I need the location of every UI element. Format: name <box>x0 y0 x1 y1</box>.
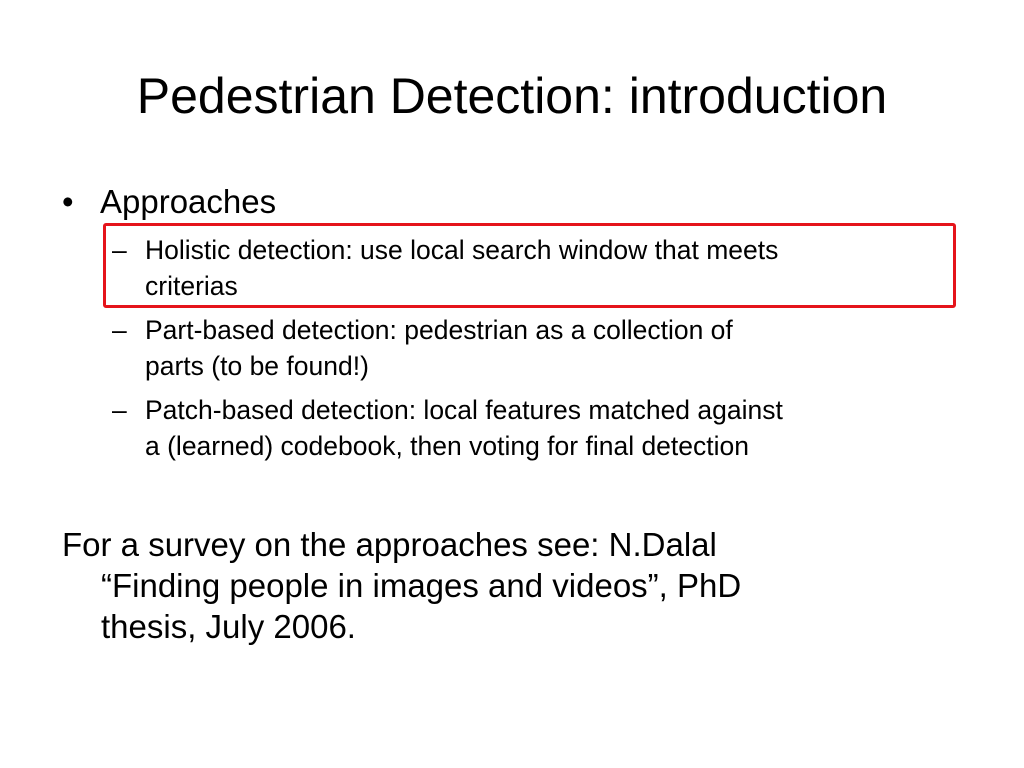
sub-item-text-line1: Patch-based detection: local features matched against <box>145 395 783 425</box>
dash-marker: – <box>112 235 127 265</box>
dash-marker: – <box>112 315 127 345</box>
bullet-approaches <box>62 180 276 224</box>
survey-line3: thesis, July 2006. <box>101 608 356 645</box>
sub-item-text-line1: Holistic detection: use local search window that meets <box>145 235 779 265</box>
sub-item-holistic <box>112 232 992 304</box>
bullet-text: Approaches <box>100 183 277 220</box>
sub-item-text-line2: parts (to be found!) <box>145 351 369 381</box>
sub-item-part-based <box>112 312 992 384</box>
survey-line1: For a survey on the approaches see: N.Dalal <box>62 526 717 563</box>
sub-item-text-line2: criterias <box>145 271 238 301</box>
sub-item-text-line1: Part-based detection: pedestrian as a collection of <box>145 315 733 345</box>
bullet-marker: • <box>62 183 74 220</box>
survey-reference <box>62 524 741 647</box>
sub-item-text-line2: a (learned) codebook, then voting for final detection <box>145 431 750 461</box>
sub-item-patch-based <box>112 392 992 464</box>
slide-title: Pedestrian Detection: introduction <box>136 68 888 124</box>
survey-line2: “Finding people in images and videos”, PhD <box>101 567 742 604</box>
dash-marker: – <box>112 395 127 425</box>
